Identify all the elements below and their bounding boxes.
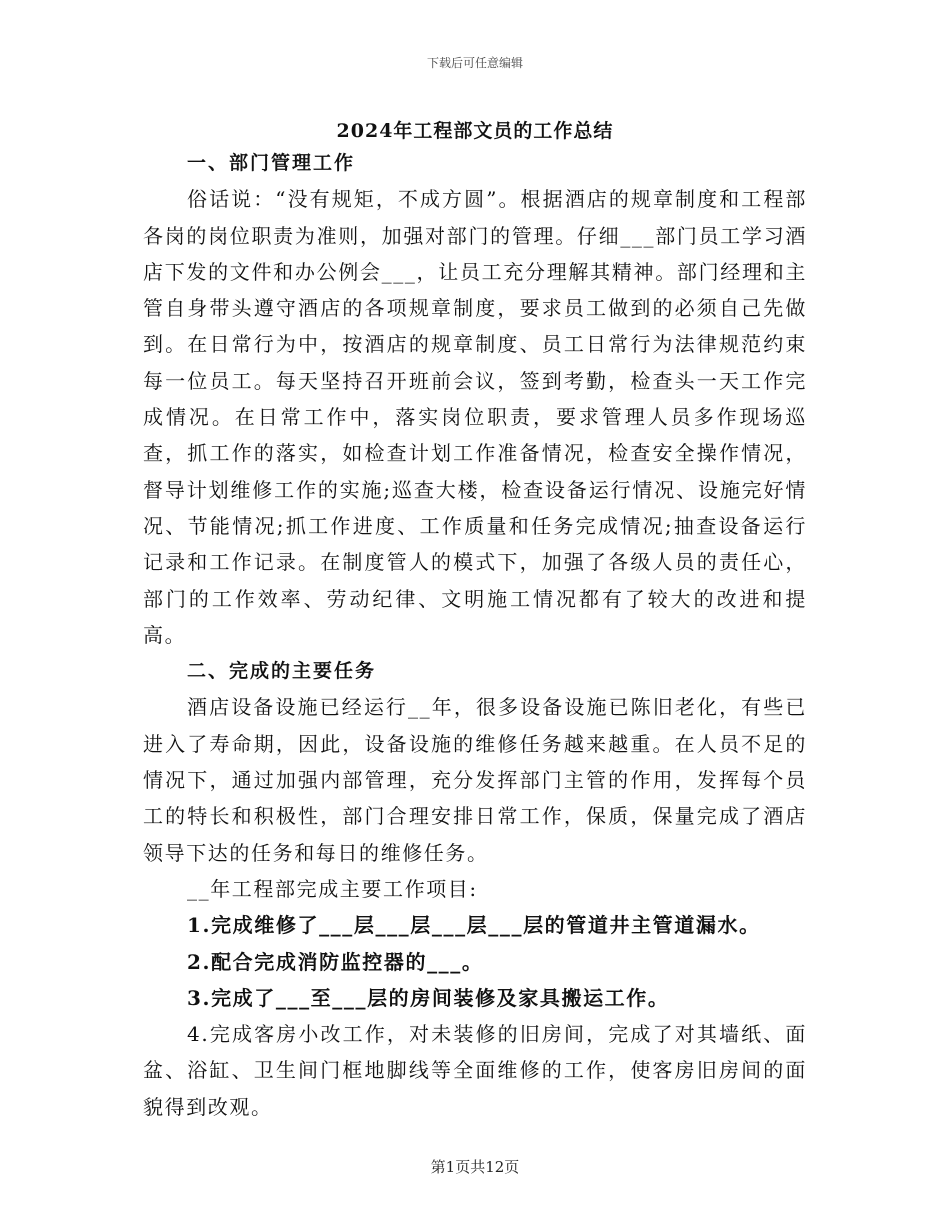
work-item-1: 1.完成维修了___层___层___层___层的管道井主管道漏水。 (187, 913, 761, 938)
section-2-heading: 二、完成的主要任务 (187, 660, 377, 683)
page-header: 下载后可任意编辑 (426, 56, 523, 70)
section-1-paragraph: 俗话说：“没有规矩，不成方圆”。根据酒店的规章制度和工程部各岗的岗位职责为准则，加强对部门的管理。仔细___部门员工学习酒店下发的文件和办公例会___，让员工充分理解其精神。部门经理和主管自身带头遵守酒店的各项规章制度，要求员工做到的必须自己先做到。在日常行为中，按酒店的规章制度、员工日常行为法律规范约束每一位员工。每天坚持召开班前会议，签到考勤，检查头一天工作完成情况。在日常工作中，落实岗位职责，要求管理人员多作现场巡查，抓工作的落实，如检查计划工作准备情况，检查安全操作情况，督导计划维修工作的实施;巡查大楼，检查设备运行情况、设施完好情况、节能情况;抓工作进度、工作质量和任务完成情况;抽查设备运行记录和工作记录。在制度管人的模式下，加强了各级人员的责任心，部门的工作效率、劳动纪律、文明施工情况都有了较大的改进和提高。 (143, 187, 807, 647)
work-item-4: 4.完成客房小改工作，对未装修的旧房间，完成了对其墙纸、面盆、浴缸、卫生间门框地脚线等全面维修的工作，使客房旧房间的面貌得到改观。 (143, 1022, 807, 1119)
document-body (143, 145, 807, 1125)
work-item-2: 2.配合完成消防监控器的___。 (187, 949, 484, 974)
work-items-intro: __年工程部完成主要工作项目: (187, 876, 478, 901)
section-2-paragraph: 酒店设备设施已经运行__年，很多设备设施已陈旧老化，有些已进入了寿命期，因此，设备设施的维修任务越来越重。在人员不足的情况下，通过加强内部管理，充分发挥部门主管的作用，发挥每个员工的特长和积极性，部门合理安排日常工作，保质，保量完成了酒店领导下达的任务和每日的维修任务。 (143, 695, 807, 865)
page-footer: 第1页共12页 (430, 1158, 520, 1176)
section-1-heading: 一、部门管理工作 (187, 152, 356, 174)
document-title: 2024年工程部文员的工作总结 (336, 120, 614, 142)
work-item-3: 3.完成了___至___层的房间装修及家具搬运工作。 (187, 985, 670, 1010)
